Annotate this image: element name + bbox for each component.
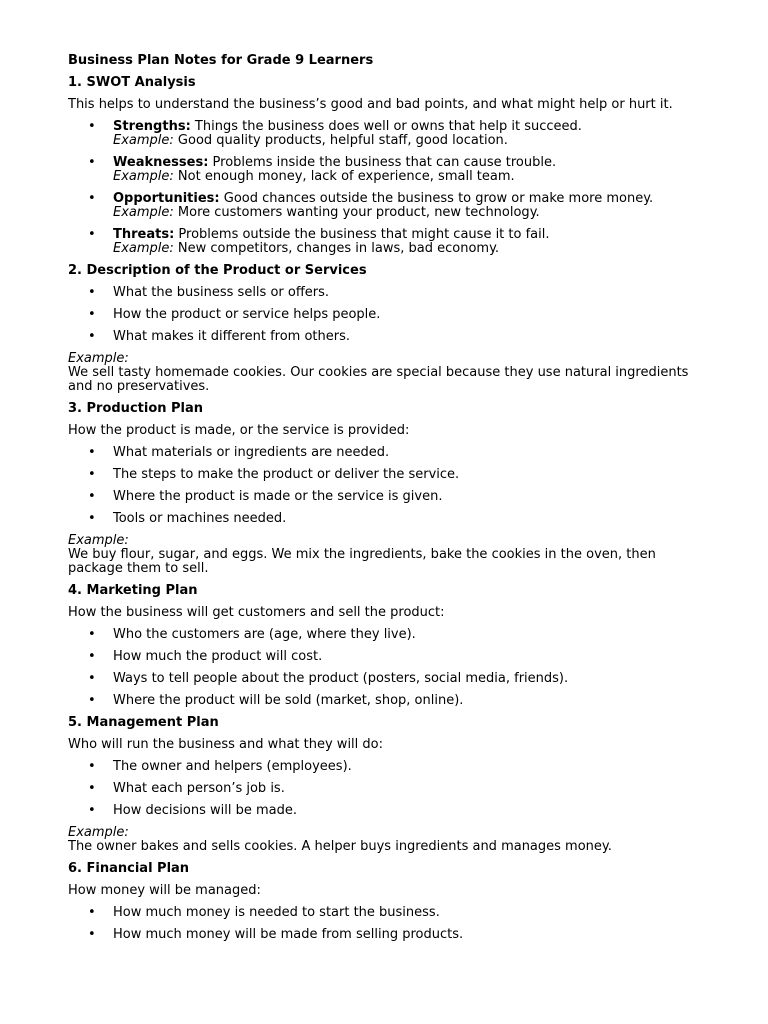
production-intro: How the product is made, or the service is provided:: [68, 423, 410, 438]
example-label: Example:: [68, 351, 129, 366]
list-item: • How much money is needed to start the business.: [68, 906, 698, 920]
swot-desc: Problems outside the business that might cause it to fail.: [174, 227, 550, 242]
production-example: [68, 534, 698, 576]
marketing-list: [68, 628, 698, 708]
swot-intro: This helps to understand the business’s good and bad points, and what might help or hurt it.: [68, 97, 673, 112]
example-text: Not enough money, lack of experience, small team.: [173, 169, 515, 184]
list-item: • What materials or ingredients are needed.: [68, 446, 698, 460]
list-item: • Who the customers are (age, where they live).: [68, 628, 698, 642]
example-label: Example:: [113, 205, 174, 220]
section-heading-marketing: 4. Marketing Plan: [68, 583, 198, 598]
list-item: • Tools or machines needed.: [68, 512, 698, 526]
example-label: Example:: [68, 825, 129, 840]
swot-item-threats: [68, 228, 698, 256]
description-example: [68, 352, 698, 394]
example-label: Example:: [68, 533, 129, 548]
list-item: • The owner and helpers (employees).: [68, 760, 698, 774]
list-item: • How much money will be made from selling products.: [68, 928, 698, 942]
list-item: • Where the product will be sold (market, shop, online).: [68, 694, 698, 708]
list-item: • How the product or service helps people.: [68, 308, 698, 322]
document-title: Business Plan Notes for Grade 9 Learners: [68, 53, 374, 68]
financial-intro: How money will be managed:: [68, 883, 261, 898]
example-text: Good quality products, helpful staff, good location.: [173, 133, 508, 148]
example-text: More customers wanting your product, new technology.: [173, 205, 540, 220]
example-text: We buy flour, sugar, and eggs. We mix the ingredients, bake the cookies in the oven, then package them to sell.: [68, 547, 656, 576]
example-label: Example:: [113, 169, 174, 184]
marketing-intro: How the business will get customers and sell the product:: [68, 605, 445, 620]
list-item: • How decisions will be made.: [68, 804, 698, 818]
swot-term: Strengths:: [113, 119, 191, 134]
section-heading-management: 5. Management Plan: [68, 715, 219, 730]
swot-item-weaknesses: [68, 156, 698, 184]
list-item: • What each person’s job is.: [68, 782, 698, 796]
swot-desc: Good chances outside the business to grow or make more money.: [219, 191, 654, 206]
section-heading-description: 2. Description of the Product or Services: [68, 263, 367, 278]
swot-term: Weaknesses:: [113, 155, 209, 170]
swot-desc: Things the business does well or owns that help it succeed.: [190, 119, 582, 134]
financial-list: [68, 906, 698, 942]
list-item: • What the business sells or offers.: [68, 286, 698, 300]
management-intro: Who will run the business and what they will do:: [68, 737, 383, 752]
management-list: [68, 760, 698, 818]
swot-item-opportunities: [68, 192, 698, 220]
management-example: [68, 826, 698, 854]
swot-list: [68, 120, 698, 256]
swot-item-strengths: [68, 120, 698, 148]
example-text: We sell tasty homemade cookies. Our cookies are special because they use natural ingredients and no preservatives.: [68, 365, 689, 394]
section-heading-financial: 6. Financial Plan: [68, 861, 190, 876]
example-text: The owner bakes and sells cookies. A helper buys ingredients and manages money.: [68, 839, 612, 854]
list-item: • How much the product will cost.: [68, 650, 698, 664]
list-item: • Where the product is made or the service is given.: [68, 490, 698, 504]
list-item: • Ways to tell people about the product (posters, social media, friends).: [68, 672, 698, 686]
example-text: New competitors, changes in laws, bad economy.: [173, 241, 500, 256]
list-item: • What makes it different from others.: [68, 330, 698, 344]
section-heading-production: 3. Production Plan: [68, 401, 204, 416]
list-item: • The steps to make the product or deliver the service.: [68, 468, 698, 482]
section-heading-swot: 1. SWOT Analysis: [68, 75, 196, 90]
example-label: Example:: [113, 241, 174, 256]
swot-term: Opportunities:: [113, 191, 220, 206]
swot-desc: Problems inside the business that can cause trouble.: [208, 155, 557, 170]
production-list: [68, 446, 698, 526]
example-label: Example:: [113, 133, 174, 148]
swot-term: Threats:: [113, 227, 175, 242]
description-list: [68, 286, 698, 344]
